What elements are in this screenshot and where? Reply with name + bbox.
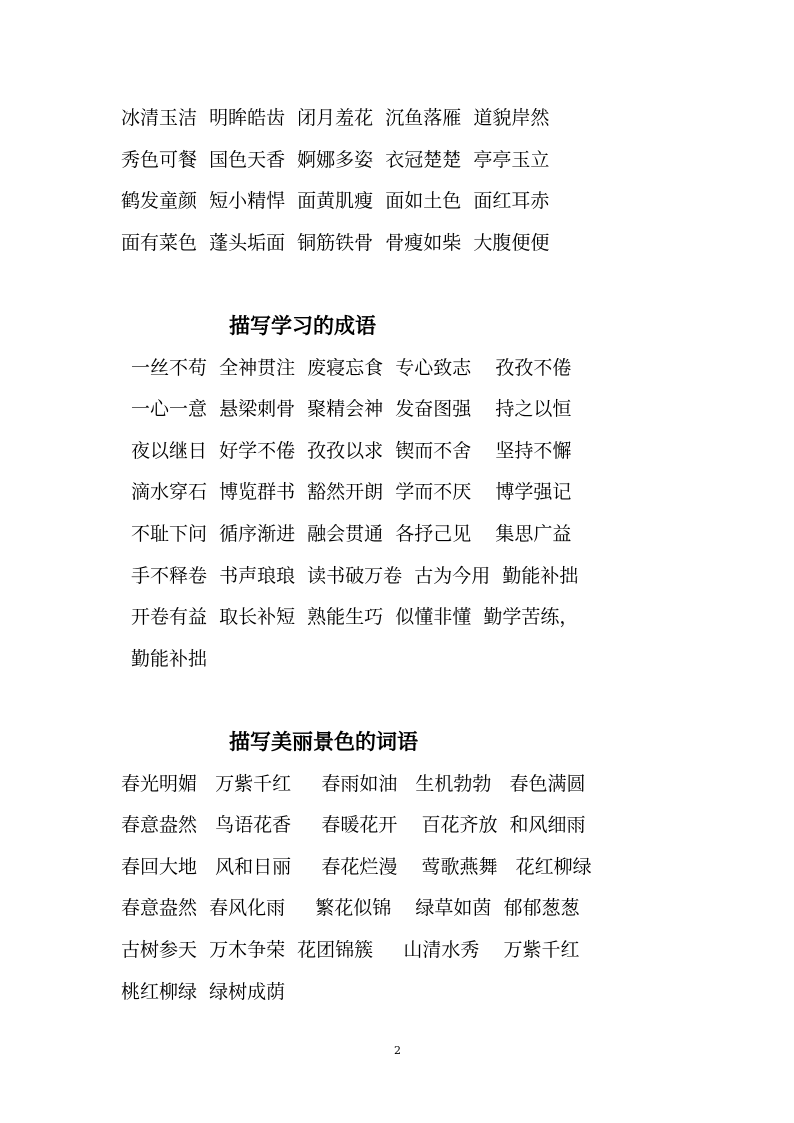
- idiom-line: 滴水穿石 博览群书 豁然开朗 学而不厌 博学强记: [131, 481, 572, 503]
- idiom-line: 勤能补拙: [131, 648, 208, 670]
- idiom-line: 桃红柳绿 绿树成荫: [121, 981, 286, 1003]
- idiom-line: 开卷有益 取长补短 熟能生巧 似懂非懂 勤学苦练，: [131, 606, 579, 628]
- section-heading: 描写学习的成语: [229, 313, 376, 338]
- idiom-line: 秀色可餐 国色天香 婀娜多姿 衣冠楚楚 亭亭玉立: [121, 149, 550, 171]
- idiom-line: 鹤发童颜 短小精悍 面黄肌瘦 面如土色 面红耳赤: [121, 190, 550, 212]
- section-heading: 描写美丽景色的词语: [229, 729, 418, 754]
- idiom-line: 古树参天 万木争荣 花团锦簇 山清水秀 万紫千红: [121, 939, 580, 961]
- idiom-line: 春意盎然 鸟语花香 春暖花开 百花齐放 和风细雨: [121, 814, 586, 836]
- idiom-line: 春光明媚 万紫千红 春雨如油 生机勃勃 春色满圆: [121, 773, 586, 795]
- idiom-line: 面有菜色 蓬头垢面 铜筋铁骨 骨瘦如柴 大腹便便: [121, 232, 550, 254]
- idiom-line: 春意盎然 春风化雨 繁花似锦 绿草如茵 郁郁葱葱: [121, 897, 580, 919]
- page-number: 2: [394, 1044, 401, 1057]
- idiom-line: 夜以继日 好学不倦 孜孜以求 锲而不舍 坚持不懈: [131, 440, 572, 462]
- idiom-line: 手不释卷 书声琅琅 读书破万卷 古为今用 勤能补拙: [131, 565, 579, 587]
- idiom-line: 一丝不苟 全神贯注 废寝忘食 专心致志 孜孜不倦: [131, 357, 572, 379]
- idiom-line: 一心一意 悬梁刺骨 聚精会神 发奋图强 持之以恒: [131, 398, 572, 420]
- idiom-line: 不耻下问 循序渐进 融会贯通 各抒己见 集思广益: [131, 523, 572, 545]
- idiom-line: 春回大地 风和日丽 春花烂漫 莺歌燕舞 花红柳绿: [121, 856, 592, 878]
- idiom-line: 冰清玉洁 明眸皓齿 闭月羞花 沉鱼落雁 道貌岸然: [121, 107, 550, 129]
